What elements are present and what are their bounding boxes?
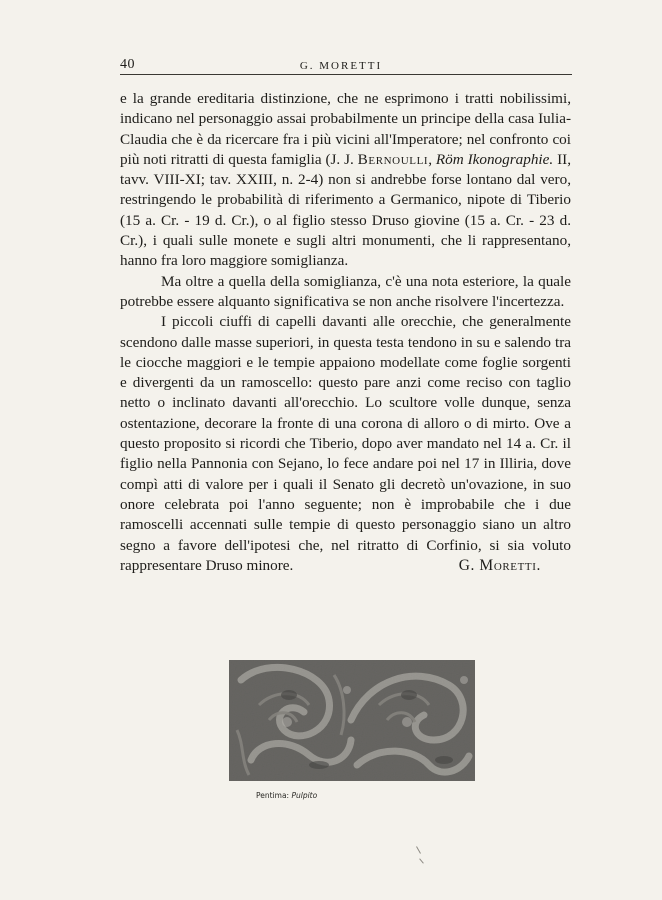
page-number: 40	[120, 57, 135, 72]
author-signature: G. Moretti.	[458, 556, 541, 574]
caption-subject: Pulpito	[291, 791, 318, 800]
author-citation: Bernoulli	[357, 150, 429, 168]
header-rule	[120, 74, 572, 75]
book-title-citation: Röm Ikonographie.	[435, 150, 554, 168]
running-head: G. MORETTI	[299, 60, 383, 72]
paper-speck	[419, 858, 424, 863]
caption-place: Pentima:	[256, 791, 290, 800]
paragraph-3-text: I piccoli ciuffi di capelli davanti alle orecchie, che generalmente scendono dalle masse superiori, in questa testa tendono in su e salendo tra le ciocche maggiori e le tempie appaiono modellate come foglie sorgenti e divergenti da un ramoscello: questo pare anzi come reciso con taglio netto o inclinato davanti all'orecchio. Lo scultore volle dunque, senza ostentazione, decorare la fronte di una corona di alloro o di mirto. Ove a questo proposito si ricordi che Tiberio, dopo aver mandato nel 14 a. Cr. il figlio nella Pannonia con Sejano, lo fece andare poi nel 17 in Illiria, dove compì atti di valore per i quali il Senato gli decretò un'ovazione, in suo onore celebrata poi l'anno seguente; non è improbabile che i due ramoscelli accennati sulle tempie di questo personaggio siano un altro segno a favore dell'ipotesi che, nel ritratto di Corfinio, si sia voluto rappresentare Druso minore.	[120, 313, 571, 574]
paragraph-1-text-a: e la grande ereditaria distinzione, che ne esprimono i tratti nobilissimi, indicano nel personaggio assai probabilmente un principe della casa Iulia-Claudia che è da ricercare fra i più vicini all'Imperatore; nel confronto coi più noti ritratti di questa famiglia (J. J.	[120, 90, 571, 168]
paragraph-3	[120, 312, 571, 576]
article-body	[120, 89, 571, 576]
paragraph-1	[120, 89, 571, 272]
figure-caption	[256, 791, 317, 800]
paper-speck	[416, 846, 421, 853]
paragraph-1-text-c: II, tavv. VIII-XI; tav. XXIII, n. 2-4) non si andrebbe forse lontano dal vero, restringendo le probabilità di riferimento a Germanico, nipote di Tiberio (15 a. Cr. - 19 d. Cr.), o al figlio stesso Druso giovine (15 a. Cr. - 23 d. Cr.), i quali sulle monete e sugli altri monumenti, che li rappresentano, hanno fra loro maggiore somiglianza.	[120, 150, 571, 270]
paragraph-2: Ma oltre a quella della somiglianza, c'è una nota esteriore, la quale potrebbe essere alquanto significativa se non anche risolvere l'incertezza.	[120, 272, 571, 310]
pulpit-relief-photo	[229, 660, 475, 781]
paragraph-1-text-b: ,	[428, 150, 436, 168]
relief-illustration	[229, 660, 475, 781]
